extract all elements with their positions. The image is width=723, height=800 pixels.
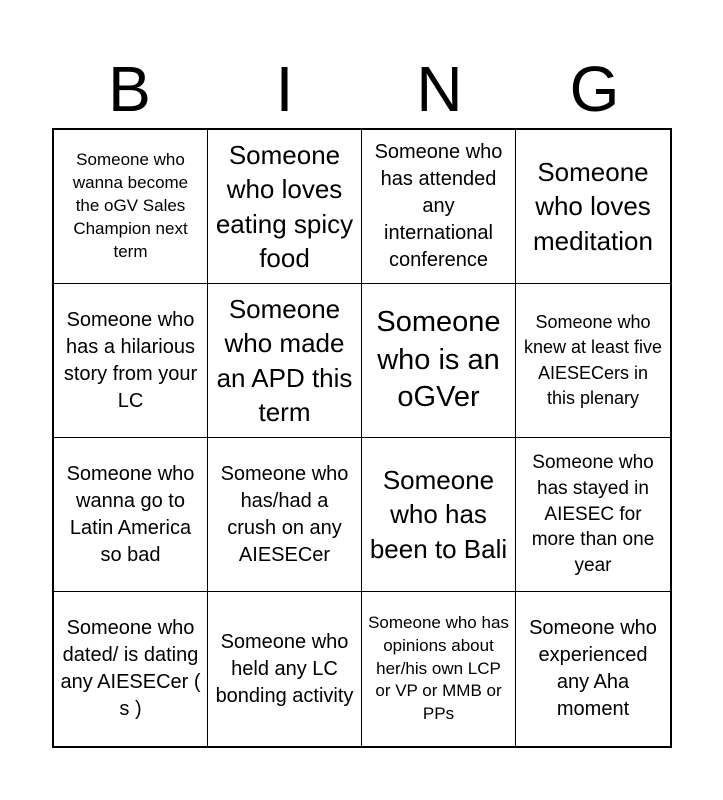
bingo-cell-r2-c3[interactable] bbox=[362, 284, 516, 438]
header-letter-i: I bbox=[275, 53, 294, 125]
cell-text: Someone who dated/ is dating any AIESECer ( s ) bbox=[60, 617, 201, 720]
bingo-cell-r4-c2[interactable] bbox=[208, 592, 362, 746]
cell-text: Someone who made an APD this term bbox=[216, 293, 353, 427]
bingo-cell-r2-c4[interactable] bbox=[516, 284, 670, 438]
bingo-cell-r1-c2[interactable] bbox=[208, 130, 362, 284]
cell-text: Someone who has/had a crush on any AIESECer bbox=[220, 462, 349, 566]
header-letter-b: B bbox=[108, 53, 151, 125]
bingo-cell-r4-c3[interactable] bbox=[362, 592, 516, 746]
bingo-cell-r2-c2[interactable] bbox=[208, 284, 362, 438]
cell-text: Someone who has a hilarious story from your LC bbox=[63, 308, 198, 412]
cell-text: Someone who has stayed in AIESEC for more than one year bbox=[531, 452, 655, 576]
cell-text: Someone who knew at least five AIESECers in this plenary bbox=[523, 312, 663, 408]
bingo-cell-r1-c1[interactable] bbox=[54, 130, 208, 284]
bingo-cell-r3-c3[interactable] bbox=[362, 438, 516, 592]
bingo-cell-r3-c4[interactable] bbox=[516, 438, 670, 592]
bingo-grid bbox=[52, 128, 672, 748]
cell-text: Someone who loves meditation bbox=[533, 157, 653, 256]
bingo-cell-r4-c1[interactable] bbox=[54, 592, 208, 746]
bingo-cell-r3-c2[interactable] bbox=[208, 438, 362, 592]
cell-text: Someone who has attended any international conference bbox=[374, 141, 503, 271]
cell-text: Someone who wanna become the oGV Sales Champion next term bbox=[72, 150, 189, 261]
cell-text: Someone who loves eating spicy food bbox=[215, 139, 354, 273]
bingo-cell-r1-c4[interactable] bbox=[516, 130, 670, 284]
bingo-header bbox=[52, 50, 672, 128]
bingo-cell-r2-c1[interactable] bbox=[54, 284, 208, 438]
header-letter-g: G bbox=[569, 53, 620, 125]
bingo-cell-r1-c3[interactable] bbox=[362, 130, 516, 284]
header-letter-n: N bbox=[416, 53, 463, 125]
cell-text: Someone who experienced any Aha moment bbox=[529, 617, 657, 720]
bingo-cell-r3-c1[interactable] bbox=[54, 438, 208, 592]
cell-text: Someone who has been to Bali bbox=[369, 465, 508, 564]
cell-text: Someone who has opinions about her/his own LCP or VP or MMB or PPs bbox=[368, 612, 509, 724]
cell-text: Someone who wanna go to Latin America so bad bbox=[66, 462, 195, 566]
cell-text: Someone who is an oGVer bbox=[376, 305, 501, 414]
bingo-cell-r4-c4[interactable] bbox=[516, 592, 670, 746]
cell-text: Someone who held any LC bonding activity bbox=[215, 630, 354, 707]
